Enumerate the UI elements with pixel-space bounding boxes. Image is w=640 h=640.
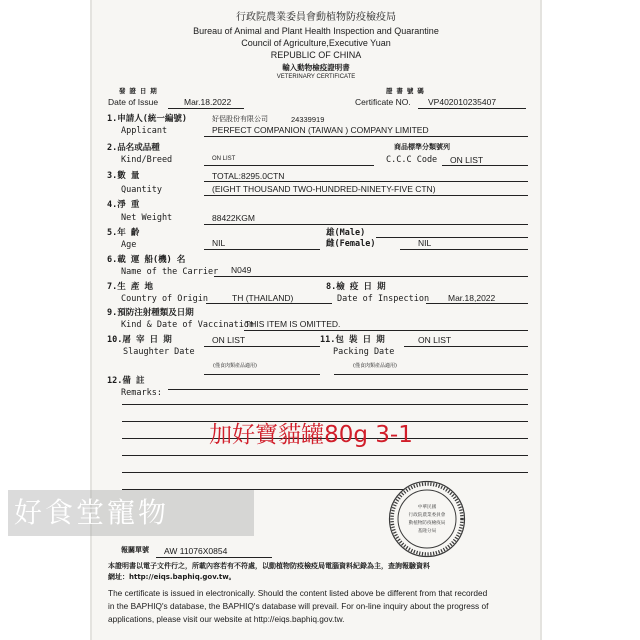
- issue-date-label-zh: 發 證 日 期: [119, 87, 157, 95]
- kind-label-en: Kind/Breed: [121, 155, 173, 165]
- slaughter-note: (僅食肉類產品適用): [213, 363, 257, 369]
- remarks-label-zh: 12.備 註: [107, 376, 145, 386]
- inspection-label-en: Date of Inspection: [337, 294, 430, 304]
- seal-line-3: 動植物防疫檢疫局: [408, 521, 446, 526]
- issue-date-underline: [168, 108, 244, 109]
- certificate-no-underline: [418, 108, 526, 109]
- agency-en: Bureau of Animal and Plant Health Inspection and Quarantine: [193, 26, 439, 36]
- ccc-code-label-en: C.C.C Code: [386, 155, 438, 165]
- council-en: Council of Agriculture,Executive Yuan: [241, 38, 391, 48]
- age-label-en: Age: [121, 240, 137, 250]
- slaughter-label-en: Slaughter Date: [123, 347, 195, 357]
- male-label: 雄(Male): [326, 228, 366, 238]
- packing-label-en: Packing Date: [333, 347, 395, 357]
- certificate-no-label-zh: 證 書 號 碼: [386, 87, 424, 95]
- seal-line-2: 行政院農業委員會: [408, 513, 446, 518]
- packing-underline-2: [334, 374, 528, 375]
- paper-right-edge: [540, 0, 542, 640]
- carrier-label-zh: 6.載 運 船(機) 名: [107, 255, 186, 265]
- applicant-name-zh: 好侶股份有限公司: [212, 115, 268, 123]
- certificate-title-en: VETERINARY CERTIFICATE: [276, 74, 356, 80]
- female-underline: [400, 249, 528, 250]
- shop-watermark: 好食堂寵物: [8, 490, 254, 536]
- carrier-underline: [214, 276, 528, 277]
- applicant-value: PERFECT COMPANION (TAIWAN ) COMPANY LIMITED: [212, 125, 429, 135]
- packing-value: ON LIST: [418, 335, 452, 345]
- vaccination-label-en: Kind & Date of Vaccination: [121, 320, 255, 330]
- female-value: NIL: [418, 238, 432, 248]
- certificate-no-value: VP402010235407: [428, 97, 497, 107]
- remarks-line-5: [122, 455, 528, 456]
- inspection-label-zh: 8.檢 疫 日 期: [326, 282, 386, 292]
- weight-value: 88422KGM: [212, 213, 255, 223]
- agency-zh: 行政院農業委員會動植物防疫檢疫局: [236, 12, 396, 23]
- customs-value: AW 11076X0854: [164, 546, 228, 556]
- remarks-label-en: Remarks:: [121, 388, 162, 398]
- quantity-label-zh: 3.數 量: [107, 171, 140, 181]
- kind-label-zh: 2.品名或品種: [107, 143, 160, 153]
- applicant-label-en: Applicant: [121, 126, 168, 136]
- seal-line-4: 基隆分局: [417, 529, 437, 534]
- footer-zh-line-1: 本證明書以電子文件行之，所載內容若有不符處，以動植物防疫檢疫局電腦資料紀錄為主，查詢報驗資料: [108, 562, 430, 570]
- paper-left-edge: [90, 0, 92, 640]
- footer-en-line-1: The certificate is issued in electronically. Should the content listed above be different from that recorded: [108, 588, 488, 598]
- packing-underline: [404, 346, 528, 347]
- remarks-line-2: [122, 404, 528, 405]
- country-en: REPUBLIC OF CHINA: [270, 50, 362, 60]
- issue-date-label-en: Date of Issue: [108, 97, 159, 107]
- slaughter-label-zh: 10.屠 宰 日 期: [107, 335, 172, 345]
- age-value: NIL: [212, 238, 226, 248]
- footer-en-line-2: in the BAPHIQ's database, the BAPHIQ's database will prevail. For on-line inquiry about the progress of: [108, 601, 489, 611]
- carrier-label-en: Name of the Carrier: [121, 267, 219, 277]
- age-label-zh: 5.年 齡: [107, 228, 140, 238]
- quantity-underline-1: [204, 181, 528, 182]
- origin-label-zh: 7.生 產 地: [107, 282, 153, 292]
- remarks-line-1: [168, 389, 528, 390]
- footer-zh-line-2: 網址：http://eiqs.baphiq.gov.tw。: [108, 573, 236, 581]
- certificate-no-label-en: Certificate NO.: [355, 97, 411, 107]
- slaughter-underline-2: [204, 374, 320, 375]
- ccc-code-label-zh: 商品標準分類號列: [394, 143, 450, 151]
- vaccination-label-zh: 9.預防注射種類及日期: [107, 308, 194, 318]
- weight-underline: [204, 224, 528, 225]
- male-underline: [376, 237, 528, 238]
- ccc-code-value: ON LIST: [450, 155, 484, 165]
- applicant-label-zh: 1.申請人(統一編號): [107, 114, 187, 124]
- inspection-value: Mar.18,2022: [448, 293, 496, 303]
- weight-label-en: Net Weight: [121, 213, 173, 223]
- slaughter-value: ON LIST: [212, 335, 246, 345]
- product-overlay-text: 加好寶貓罐80g 3-1: [209, 422, 413, 448]
- female-label: 雌(Female): [326, 239, 376, 249]
- quantity-value-words: (EIGHT THOUSAND TWO-HUNDRED-NINETY-FIVE CTN): [212, 184, 436, 194]
- origin-label-en: Country of Origin: [121, 294, 208, 304]
- issue-date-value: Mar.18.2022: [184, 97, 232, 107]
- vaccination-underline: [244, 330, 528, 331]
- official-seal: [388, 480, 466, 558]
- slaughter-underline: [204, 346, 320, 347]
- age-underline: [204, 249, 320, 250]
- origin-value: TH (THAILAND): [232, 293, 294, 303]
- applicant-underline: [204, 136, 528, 137]
- origin-underline: [206, 303, 332, 304]
- quantity-label-en: Quantity: [121, 185, 162, 195]
- kind-value: ON LIST: [212, 156, 236, 162]
- packing-note: (僅食肉類產品適用): [353, 363, 397, 369]
- quantity-underline-2: [204, 195, 528, 196]
- certificate-title-zh: 輸入動物檢疫證明書: [282, 63, 350, 72]
- customs-underline: [156, 557, 272, 558]
- ccc-code-underline: [442, 165, 528, 166]
- footer-en-line-3: applications, please visit our website at http://eiqs.baphiq.gov.tw.: [108, 614, 345, 624]
- remarks-line-6: [122, 472, 528, 473]
- applicant-tax-id: 24339919: [291, 115, 325, 124]
- kind-underline: [204, 165, 374, 166]
- seal-line-1: 中華民國: [417, 505, 437, 510]
- carrier-value: N049: [231, 265, 252, 275]
- weight-label-zh: 4.淨 重: [107, 200, 140, 210]
- quantity-value: TOTAL:8295.0CTN: [212, 171, 285, 181]
- packing-label-zh: 11.包 裝 日 期: [320, 335, 385, 345]
- vaccination-value: THIS ITEM IS OMITTED.: [245, 319, 341, 329]
- customs-label-zh: 報關單號: [121, 546, 149, 554]
- inspection-underline: [426, 303, 528, 304]
